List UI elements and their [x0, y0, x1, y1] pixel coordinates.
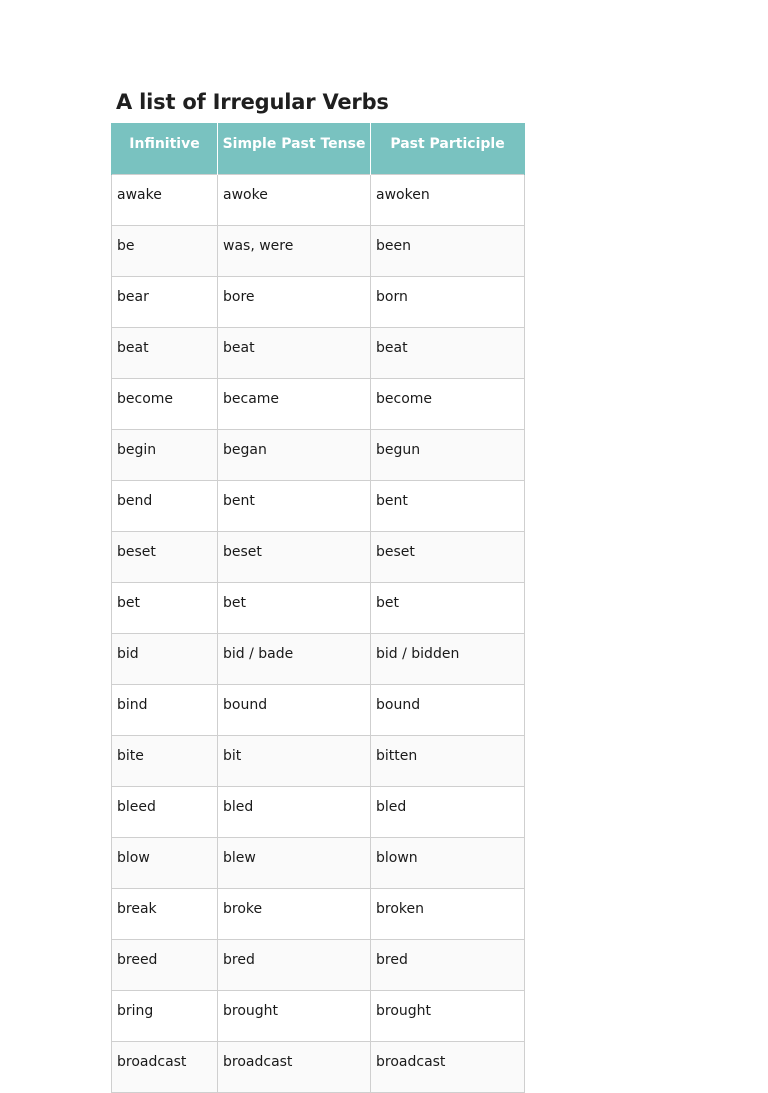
page-title: A list of Irregular Verbs: [116, 90, 389, 114]
past-participle-cell: broken: [371, 889, 525, 940]
table-row: [112, 328, 525, 379]
simple-past-cell: beset: [218, 532, 371, 583]
simple-past-cell: broke: [218, 889, 371, 940]
past-participle-cell: bid / bidden: [371, 634, 525, 685]
past-participle-cell: blown: [371, 838, 525, 889]
infinitive-cell: breed: [112, 940, 218, 991]
simple-past-cell: bound: [218, 685, 371, 736]
infinitive-cell: break: [112, 889, 218, 940]
past-participle-cell: beat: [371, 328, 525, 379]
infinitive-cell: be: [112, 226, 218, 277]
table-row: [112, 583, 525, 634]
past-participle-cell: brought: [371, 991, 525, 1042]
past-participle-cell: born: [371, 277, 525, 328]
infinitive-cell: bind: [112, 685, 218, 736]
past-participle-cell: broadcast: [371, 1042, 525, 1093]
table-row: [112, 481, 525, 532]
simple-past-cell: was, were: [218, 226, 371, 277]
infinitive-cell: bite: [112, 736, 218, 787]
past-participle-cell: awoken: [371, 175, 525, 226]
infinitive-cell: awake: [112, 175, 218, 226]
infinitive-cell: bleed: [112, 787, 218, 838]
infinitive-cell: bid: [112, 634, 218, 685]
simple-past-cell: bit: [218, 736, 371, 787]
simple-past-cell: awoke: [218, 175, 371, 226]
infinitive-cell: beset: [112, 532, 218, 583]
column-header-simple-past: Simple Past Tense: [218, 123, 371, 175]
past-participle-cell: bound: [371, 685, 525, 736]
past-participle-cell: bitten: [371, 736, 525, 787]
simple-past-cell: bled: [218, 787, 371, 838]
irregular-verbs-table: [111, 123, 525, 1093]
table-row: [112, 787, 525, 838]
infinitive-cell: bear: [112, 277, 218, 328]
simple-past-cell: bid / bade: [218, 634, 371, 685]
past-participle-cell: been: [371, 226, 525, 277]
column-header-past-participle: Past Participle: [371, 123, 525, 175]
past-participle-cell: bred: [371, 940, 525, 991]
table-row: [112, 736, 525, 787]
infinitive-cell: begin: [112, 430, 218, 481]
table-row: [112, 889, 525, 940]
table-row: [112, 226, 525, 277]
simple-past-cell: began: [218, 430, 371, 481]
table-header: [112, 123, 525, 175]
past-participle-cell: bet: [371, 583, 525, 634]
infinitive-cell: bend: [112, 481, 218, 532]
table-row: [112, 685, 525, 736]
table-header-row: [112, 123, 525, 175]
past-participle-cell: begun: [371, 430, 525, 481]
infinitive-cell: bet: [112, 583, 218, 634]
past-participle-cell: become: [371, 379, 525, 430]
table-row: [112, 838, 525, 889]
table-row: [112, 991, 525, 1042]
past-participle-cell: beset: [371, 532, 525, 583]
table-row: [112, 1042, 525, 1093]
simple-past-cell: beat: [218, 328, 371, 379]
infinitive-cell: beat: [112, 328, 218, 379]
infinitive-cell: bring: [112, 991, 218, 1042]
simple-past-cell: became: [218, 379, 371, 430]
infinitive-cell: broadcast: [112, 1042, 218, 1093]
past-participle-cell: bled: [371, 787, 525, 838]
table-row: [112, 277, 525, 328]
infinitive-cell: become: [112, 379, 218, 430]
table-row: [112, 634, 525, 685]
simple-past-cell: bent: [218, 481, 371, 532]
table-row: [112, 379, 525, 430]
simple-past-cell: bred: [218, 940, 371, 991]
column-header-infinitive: Infinitive: [112, 123, 218, 175]
simple-past-cell: bore: [218, 277, 371, 328]
table-row: [112, 532, 525, 583]
simple-past-cell: blew: [218, 838, 371, 889]
simple-past-cell: broadcast: [218, 1042, 371, 1093]
infinitive-cell: blow: [112, 838, 218, 889]
table-row: [112, 940, 525, 991]
table-body: [112, 175, 525, 1093]
table-row: [112, 175, 525, 226]
past-participle-cell: bent: [371, 481, 525, 532]
simple-past-cell: brought: [218, 991, 371, 1042]
simple-past-cell: bet: [218, 583, 371, 634]
table-row: [112, 430, 525, 481]
